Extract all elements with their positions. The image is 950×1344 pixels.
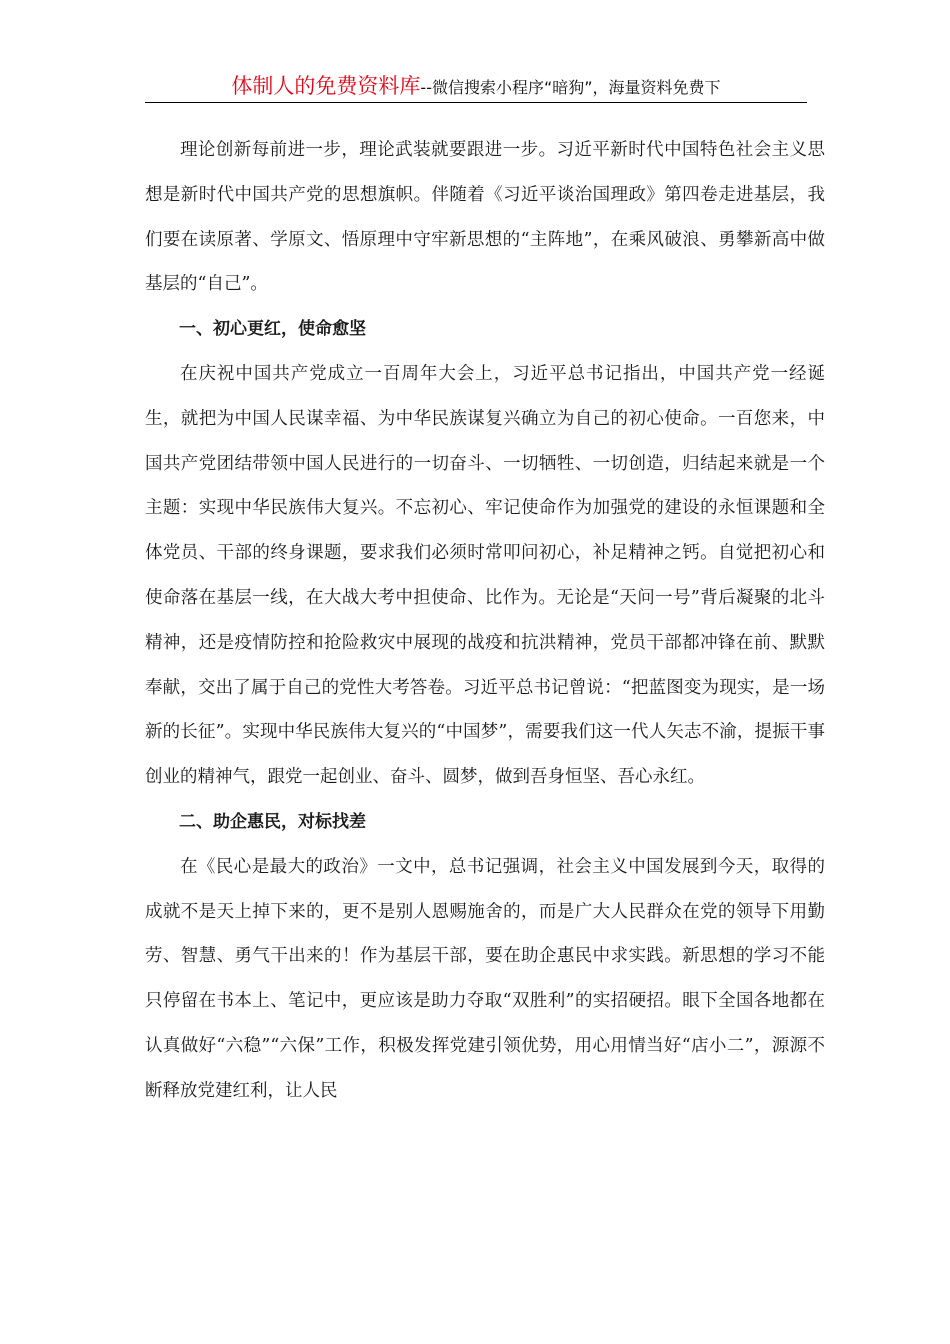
section-1-heading: 一、初心更红，使命愈坚 bbox=[179, 319, 366, 340]
header-subtitle: --微信搜索小程序“暗狗”，海量资料免费下 bbox=[420, 78, 721, 97]
section-2-heading: 二、助企惠民，对标找差 bbox=[179, 811, 366, 832]
page-header bbox=[145, 72, 807, 103]
intro-paragraph: 理论创新每前进一步，理论武装就要跟进一步。习近平新时代中国特色社会主义思想是新时代中国共产党的思想旗帜。伴随着《习近平谈治国理政》第四卷走进基层，我们要在读原著、学原文、悟原理中守牢新思想的“主阵地”，在乘风破浪、勇攀新高中做基层的“自己”。 bbox=[145, 140, 825, 295]
header-title: 体制人的免费资料库 bbox=[231, 74, 421, 98]
section-1-paragraph: 在庆祝中国共产党成立一百周年大会上，习近平总书记指出，中国共产党一经诞生，就把为中国人民谋幸福、为中华民族谋复兴确立为自己的初心使命。一百您来，中国共产党团结带领中国人民进行的一切奋斗、一切牺牲、一切创造，归结起来就是一个主题：实现中华民族伟大复兴。不忘初心、牢记使命作为加强党的建设的永恒课题和全体党员、干部的终身课题，要求我们必须时常叩问初心，补足精神之钙。自觉把初心和使命落在基层一线，在大战大考中担使命、比作为。无论是“天问一号”背后凝聚的北斗精神，还是疫情防控和抢险救灾中展现的战疫和抗洪精神，党员干部都冲锋在前、默默奉献，交出了属于自己的党性大考答卷。习近平总书记曾说：“把蓝图变为现实，是一场新的长征”。实现中华民族伟大复兴的“中国梦”，需要我们这一代人矢志不渝，提振干事创业的精神气，跟党一起创业、奋斗、圆梦，做到吾身恒坚、吾心永红。 bbox=[145, 363, 825, 788]
section-2-paragraph: 在《民心是最大的政治》一文中，总书记强调，社会主义中国发展到今天，取得的成就不是天上掉下来的，更不是别人恩赐施舍的，而是广大人民群众在党的领导下用勤劳、智慧、勇气干出来的！作为基层干部，要在助企惠民中求实践。新思想的学习不能只停留在书本上、笔记中，更应该是助力夺取“双胜利”的实招硬招。眼下全国各地都在认真做好“六稳”“六保”工作，积极发挥党建引领优势，用心用情当好“店小二”，源源不断释放党建红利，让人民 bbox=[145, 856, 825, 1101]
document-body bbox=[145, 128, 825, 1114]
